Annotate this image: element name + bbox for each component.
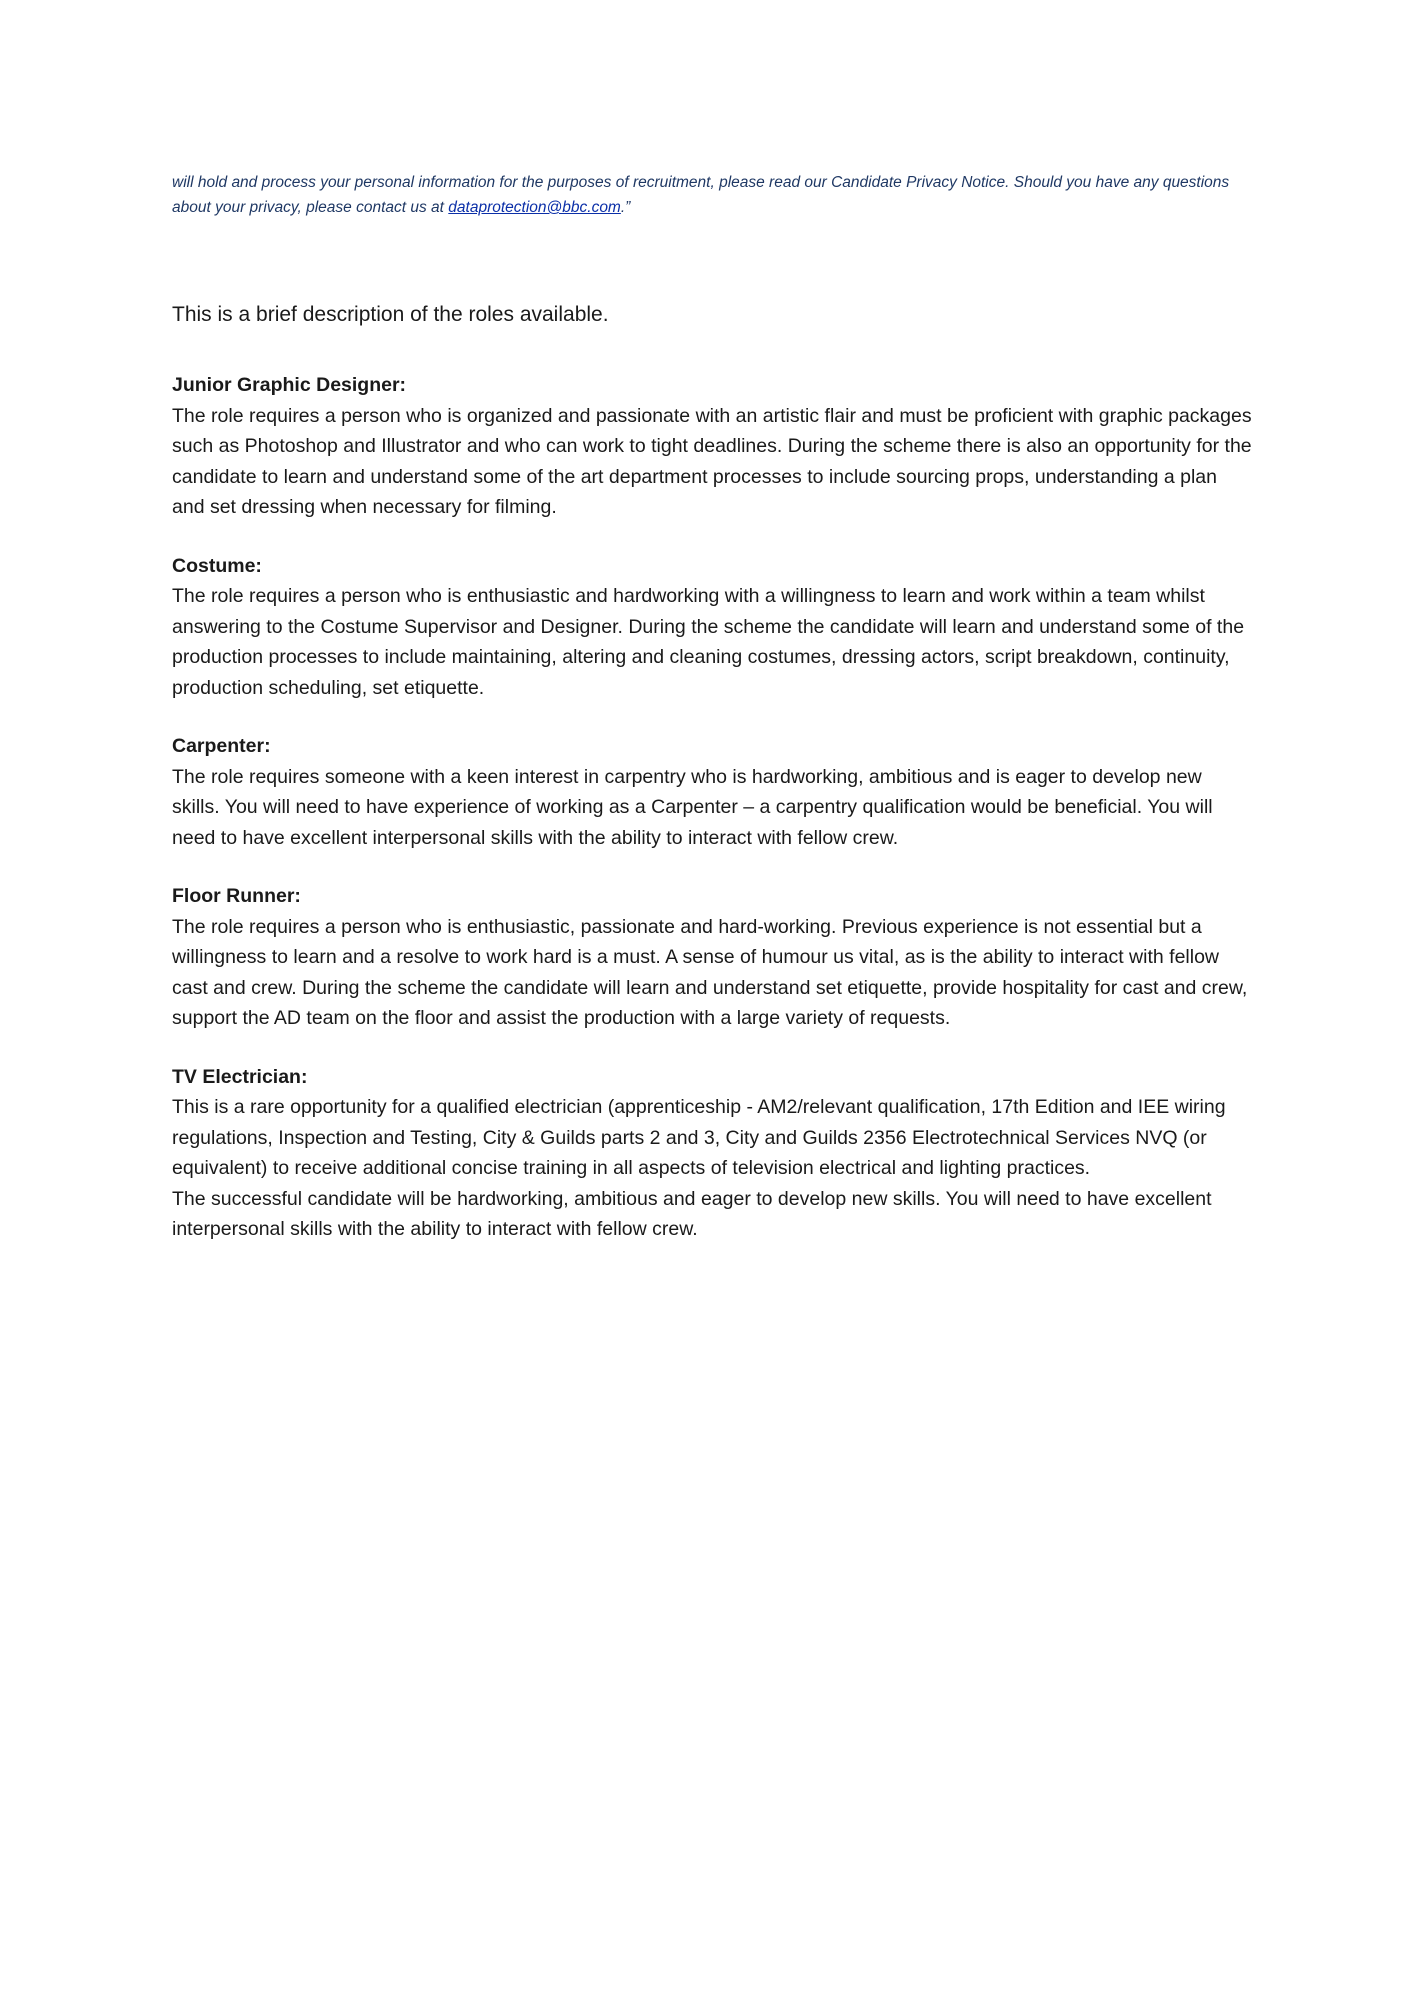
- role-description: The role requires a person who is organized and passionate with an artistic flair and must be proficient with graphic packages such as Photoshop and Illustrator and who can work to tight deadlines. During the scheme there is also an opportunity for the candidate to learn and understand some of the art department processes to include sourcing props, understanding a plan and set dressing when necessary for filming.: [172, 404, 1252, 518]
- role-junior-graphic-designer: [172, 370, 1252, 523]
- role-title: TV Electrician:: [172, 1065, 308, 1088]
- role-title: Floor Runner:: [172, 885, 301, 907]
- role-description: This is a rare opportunity for a qualified electrician (apprenticeship - AM2/relevant qualification, 17th Edition and IEE wiring regulations, Inspection and Testing, City & Guilds parts 2 and 3, City and Guilds 2356 Electrotechnical Services NVQ (or equivalent) to receive additional concise training in all aspects of television electrical and lighting practices.: [172, 1096, 1226, 1179]
- roles-list: [172, 370, 1252, 1273]
- role-title: Carpenter:: [172, 735, 271, 757]
- privacy-email-link[interactable]: dataprotection@bbc.com: [448, 199, 621, 216]
- role-description-continued: The successful candidate will be hardworking, ambitious and eager to develop new skills. You will need to have excellent interpersonal skills with the ability to interact with fellow crew.: [172, 1187, 1212, 1240]
- role-title: Junior Graphic Designer:: [172, 374, 407, 396]
- roles-intro: This is a brief description of the roles available.: [172, 303, 609, 326]
- role-description: The role requires someone with a keen interest in carpentry who is hardworking, ambitious and is eager to develop new skills. You will need to have experience of working as a Carpenter – a carpentry qualification would be beneficial. You will need to have excellent interpersonal skills with the ability to interact with fellow crew.: [172, 765, 1213, 849]
- role-floor-runner: [172, 881, 1252, 1034]
- role-tv-electrician: [172, 1062, 1252, 1245]
- role-description: The role requires a person who is enthusiastic, passionate and hard-working. Previous experience is not essential but a willingness to learn and a resolve to work hard is a must. A sense of humour us vital, as is the ability to interact with fellow cast and crew. During the scheme the candidate will learn and understand set etiquette, provide hospitality for cast and crew, support the AD team on the floor and assist the production with a large variety of requests.: [172, 915, 1248, 1029]
- role-description: The role requires a person who is enthusiastic and hardworking with a willingness to learn and work within a team whilst answering to the Costume Supervisor and Designer. During the scheme the candidate will learn and understand some of the production processes to include maintaining, altering and cleaning costumes, dressing actors, script breakdown, continuity, production scheduling, set etiquette.: [172, 585, 1245, 699]
- role-costume: [172, 551, 1252, 704]
- privacy-note-end: .”: [620, 199, 631, 216]
- role-carpenter: [172, 731, 1252, 853]
- role-title: Costume:: [172, 554, 262, 577]
- privacy-note-text: will hold and process your personal information for the purposes of recruitment, please read our Candidate Privacy Notice. Should you have any questions about your privacy, please contact us at: [172, 174, 1230, 216]
- privacy-note: [172, 170, 1252, 220]
